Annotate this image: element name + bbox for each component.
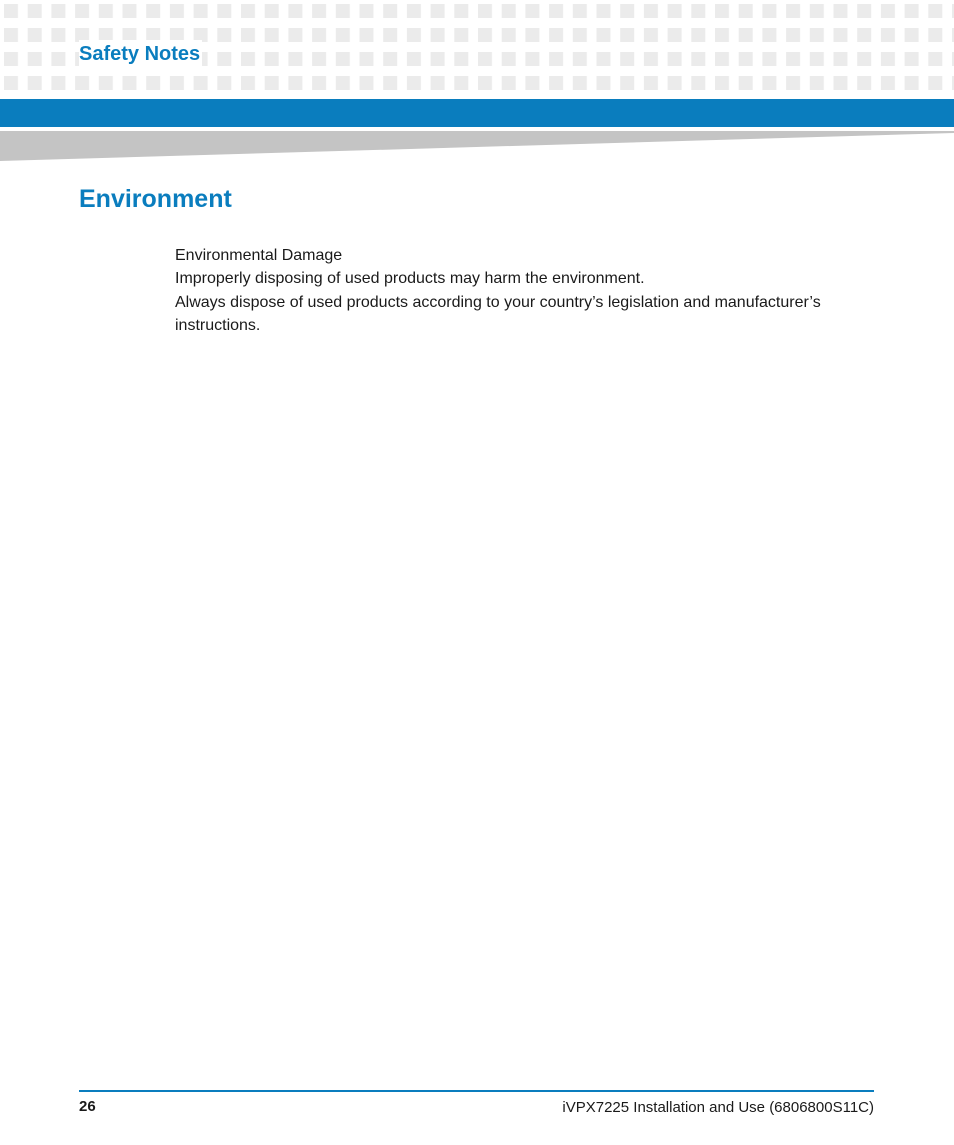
page-number: 26: [79, 1098, 96, 1115]
page-heading: Environment: [79, 185, 232, 213]
header-gray-wedge: [0, 131, 954, 163]
notice-warning: Improperly disposing of used products may harm the environment.: [175, 270, 645, 288]
document-title: iVPX7225 Installation and Use (6806800S11C): [562, 1099, 874, 1116]
environment-notice: [175, 244, 875, 337]
header-blue-band: [0, 99, 954, 127]
footer-rule: [79, 1090, 874, 1092]
section-title: Safety Notes: [79, 40, 202, 68]
notice-instruction: Always dispose of used products according to your country’s legislation and manufacturer’s instructions.: [175, 293, 821, 334]
notice-title: Environmental Damage: [175, 247, 343, 264]
